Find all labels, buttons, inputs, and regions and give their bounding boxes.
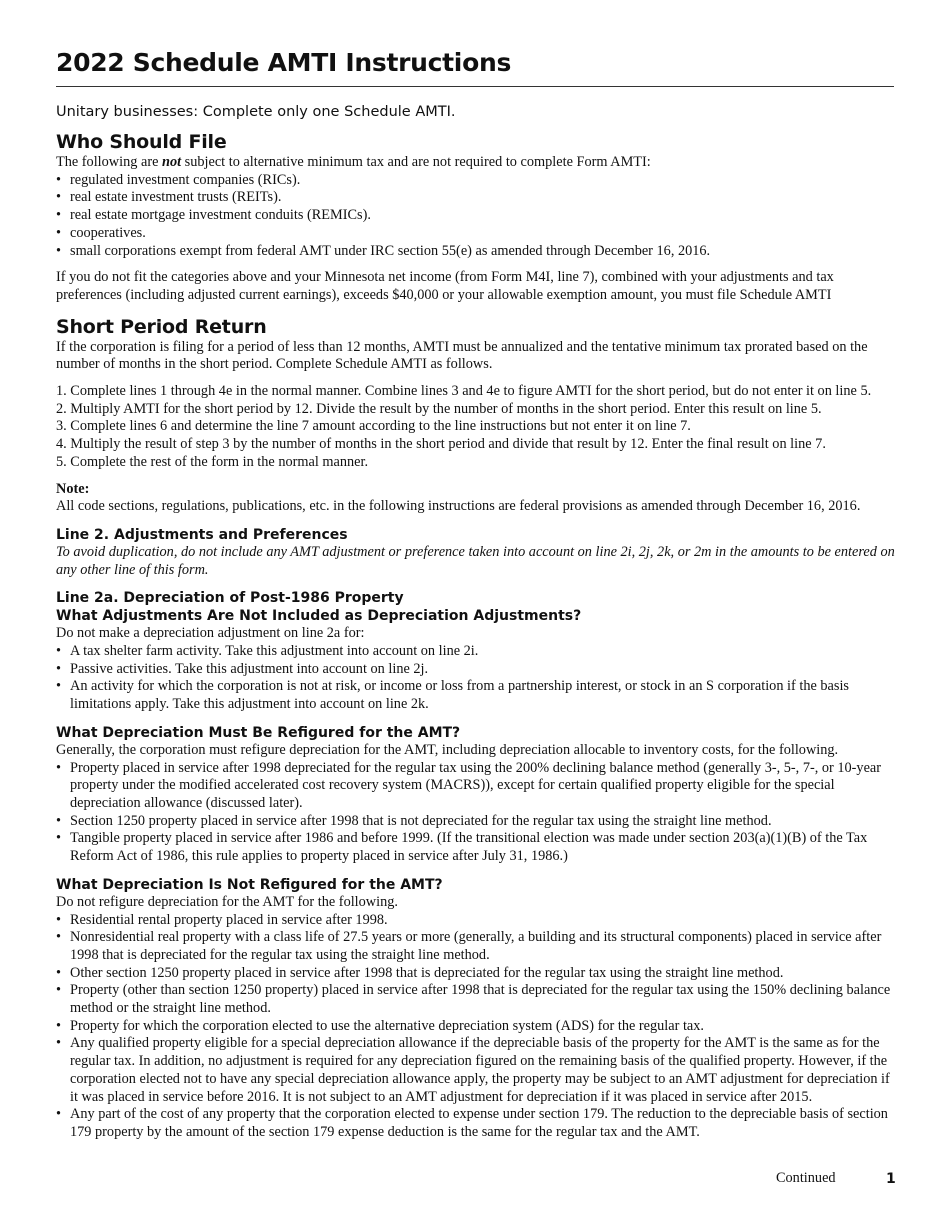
- note-label: Note:: [56, 480, 90, 497]
- list-item: • Property for which the corporation elected to use the alternative depreciation system (ADS) for the regular tax.: [56, 1018, 896, 1036]
- must-list: [56, 760, 896, 866]
- line2a-subheading: What Adjustments Are Not Included as Depreciation Adjustments?: [56, 608, 582, 625]
- list-item: • A tax shelter farm activity. Take this adjustment into account on line 2i.: [56, 643, 896, 661]
- list-item: • An activity for which the corporation is not at risk, or income or loss from a partnership interest, or stock in an S corporation if the basis limitations apply. Take this adjustment into account on line 2k.: [56, 678, 896, 713]
- list-item: • real estate mortgage investment conduits (REMICs).: [56, 207, 896, 225]
- page-title: 2022 Schedule AMTI Instructions: [56, 48, 512, 77]
- list-item: • Section 1250 property placed in service after 1998 that is not depreciated for the regular tax using the straight line method.: [56, 813, 896, 831]
- step-item: 3. Complete lines 6 and determine the line 7 amount according to the line instructions but not enter it on line 7.: [56, 418, 691, 435]
- who-list: [56, 172, 896, 261]
- page-number: 1: [886, 1171, 896, 1187]
- who-paragraph: If you do not fit the categories above and your Minnesota net income (from Form M4I, line 7), combined with your adjustments and tax preferences (including adjusted current earnings), exceeds $40,000 or your allowable exemption amount, you must file Schedule AMTI: [56, 269, 834, 303]
- list-item: • Passive activities. Take this adjustment into account on line 2j.: [56, 661, 896, 679]
- list-item: • Nonresidential real property with a class life of 27.5 years or more (generally, a building and its structural components) placed in service after 1998 that is depreciated for the regular tax using the straight line method.: [56, 929, 896, 964]
- short-steps: [56, 383, 896, 472]
- who-heading: Who Should File: [56, 131, 227, 153]
- list-item: • Property (other than section 1250 property) placed in service after 1998 that is depreciated for the regular tax using the 150% declining balance method or the straight line method.: [56, 982, 896, 1017]
- list-item: • Any part of the cost of any property that the corporation elected to expense under section 179. The reduction to the depreciable basis of section 179 property by the amount of the section 179 expense deduction is the same for the regular tax and the AMT.: [56, 1106, 896, 1141]
- list-item: • real estate investment trusts (REITs).: [56, 189, 896, 207]
- line2a-lead: Do not make a depreciation adjustment on line 2a for:: [56, 625, 365, 642]
- must-heading: What Depreciation Must Be Refigured for the AMT?: [56, 724, 461, 741]
- step-item: 5. Complete the rest of the form in the normal manner.: [56, 453, 369, 470]
- list-item: • Other section 1250 property placed in service after 1998 that is depreciated for the regular tax using the straight line method.: [56, 965, 896, 983]
- notrefig-list: [56, 912, 896, 1142]
- step-item: 4. Multiply the result of step 3 by the number of months in the short period and divide that result by 12. Enter the final result on line 7.: [56, 436, 826, 453]
- list-item: • Any qualified property eligible for a special depreciation allowance if the depreciable basis of the property for the AMT is the same as for the regular tax. In addition, no adjustment is required for any depreciation figured on the remaining basis of the qualified property. However, if the corporation elected not to have any special depreciation allowance apply, the property may be subject to an AMT adjustment for depreciation if it was placed in service before 2016. It is not subject to an AMT adjustment for depreciation if it was placed in service after 2015.: [56, 1035, 896, 1106]
- list-item: • regulated investment companies (RICs).: [56, 172, 896, 190]
- notrefig-heading: What Depreciation Is Not Refigured for the AMT?: [56, 876, 443, 893]
- list-item: • Property placed in service after 1998 depreciated for the regular tax using the 200% declining balance method (generally 3-, 5-, 7-, or 10-year property under the modified accelerated cost recovery system (MACRS)), except for certain qualified property eligible for the special depreciation allowance (discussed later).: [56, 760, 896, 813]
- list-item: • small corporations exempt from federal AMT under IRC section 55(e) as amended through December 16, 2016.: [56, 243, 896, 261]
- line2a-list: [56, 643, 896, 714]
- short-heading: Short Period Return: [56, 315, 267, 338]
- title-rule: [56, 86, 894, 87]
- line2-text: To avoid duplication, do not include any AMT adjustment or preference taken into account on line 2i, 2j, 2k, or 2m in the amounts to be entered on any other line of this form.: [56, 543, 895, 578]
- line2a-heading: Line 2a. Depreciation of Post-1986 Property: [56, 590, 404, 607]
- who-lead: The following are not subject to alternative minimum tax and are not required to complete Form AMTI:: [56, 154, 651, 170]
- list-item: • Tangible property placed in service after 1986 and before 1999. (If the transitional election was made under section 203(a)(1)(B) of the Tax Reform Act of 1986, this rule applies to property placed in service after July 31, 1986.): [56, 830, 896, 865]
- line2-heading: Line 2. Adjustments and Preferences: [56, 526, 348, 543]
- list-item: • cooperatives.: [56, 225, 896, 243]
- intro-text: Unitary businesses: Complete only one Schedule AMTI.: [56, 104, 456, 120]
- notrefig-lead: Do not refigure depreciation for the AMT for the following.: [56, 893, 398, 910]
- list-item: • Residential rental property placed in service after 1998.: [56, 912, 896, 930]
- continued-label: Continued: [776, 1170, 836, 1186]
- note-text: All code sections, regulations, publications, etc. in the following instructions are federal provisions as amended through December 16, 2016.: [56, 498, 861, 515]
- must-lead: Generally, the corporation must refigure depreciation for the AMT, including depreciation allocable to inventory costs, for the following.: [56, 741, 839, 758]
- short-paragraph: If the corporation is filing for a period of less than 12 months, AMTI must be annualized and the tentative minimum tax prorated based on the number of months in the short period. Complete Schedule AMTI as follows.: [56, 338, 868, 373]
- step-item: 2. Multiply AMTI for the short period by 12. Divide the result by the number of months in the short period. Enter this result on line 5.: [56, 400, 822, 417]
- step-item: 1. Complete lines 1 through 4e in the normal manner. Combine lines 3 and 4e to figure AMTI for the short period, but do not enter it on line 5.: [56, 383, 872, 400]
